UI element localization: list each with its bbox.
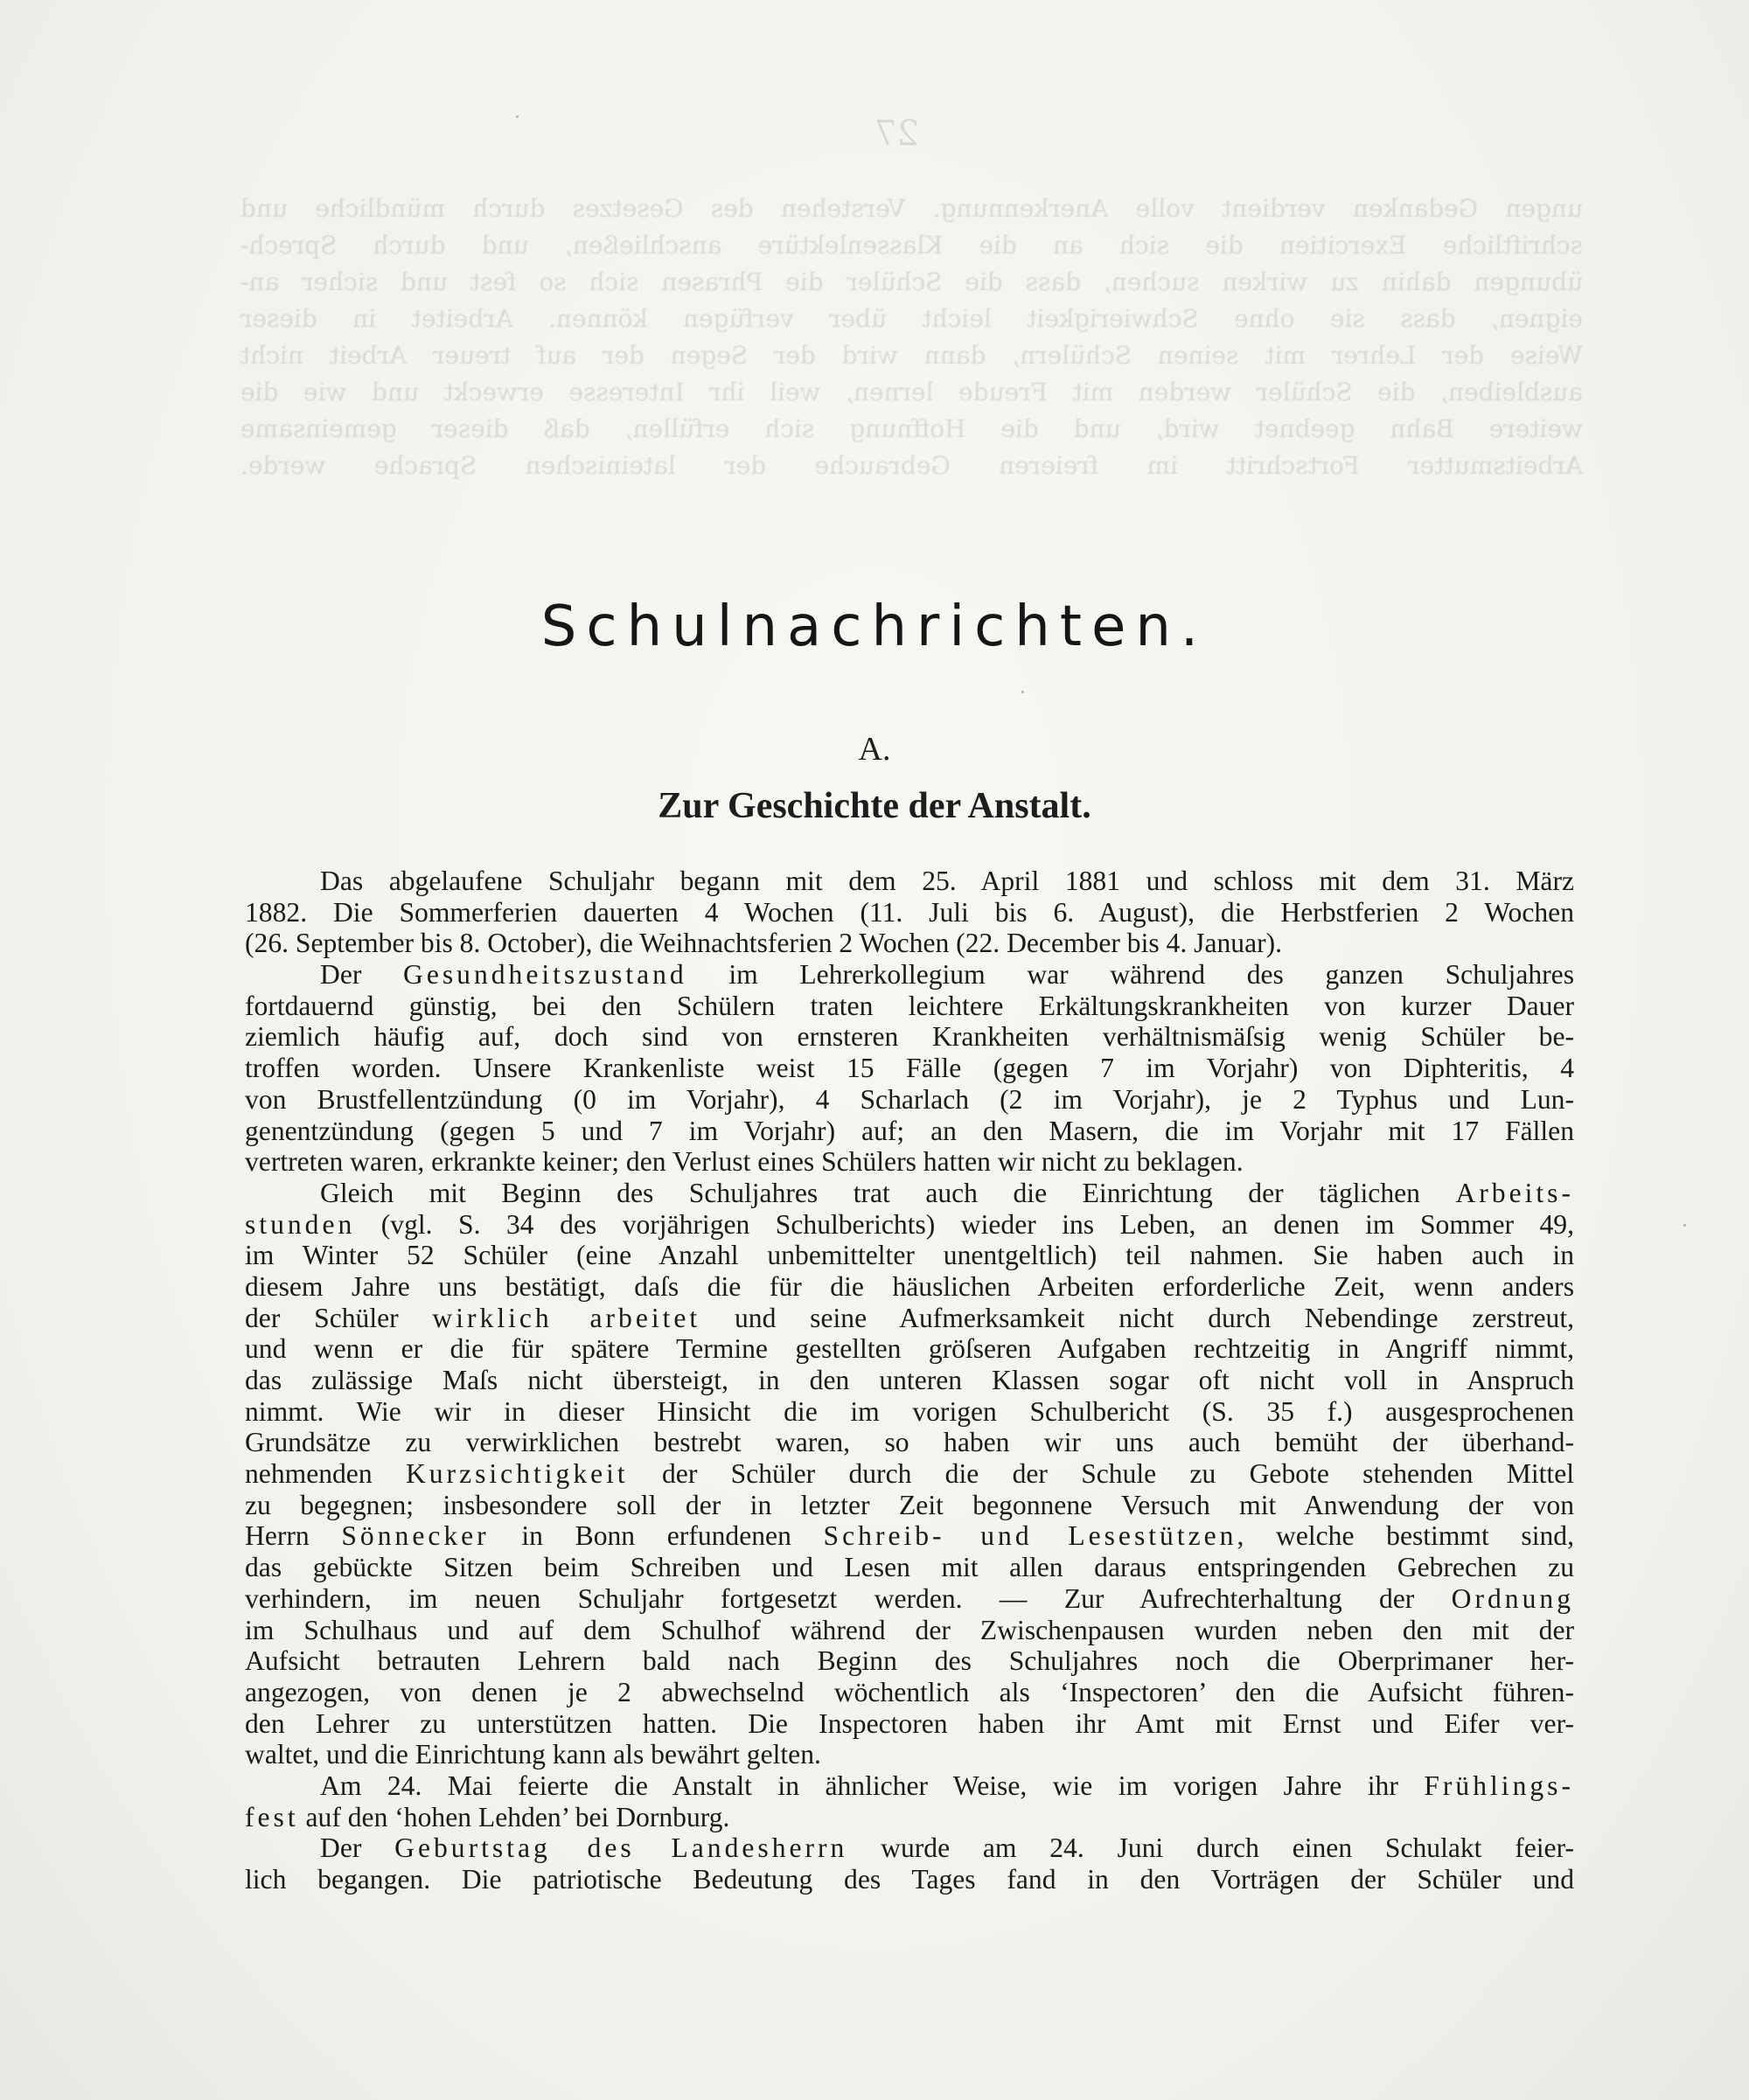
- text-line: genentzündung (gegen 5 und 7 im Vorjahr) auf; an den Masern, die im Vorjahr mit 17 Fällen: [245, 1115, 1574, 1146]
- text-run: und seine Aufmerksamkeit nicht durch Nebendinge zerstreut,: [700, 1302, 1574, 1333]
- text-line: [245, 1802, 1574, 1833]
- text-line: diesem Jahre uns bestätigt, daſs die für die häuslichen Arbeiten erforderliche Zeit, wenn anders: [245, 1270, 1574, 1302]
- text-line: [245, 1520, 1574, 1552]
- text-line: 1882. Die Sommerferien dauerten 4 Wochen (11. Juli bis 6. August), die Herbstferien 2 Wochen: [245, 896, 1574, 928]
- bleed-through-line: eignen, dass sie ohne Schwierigkeit leicht über verfügen können. Arbeitet in dieser: [240, 304, 1583, 333]
- bleed-through-line: Arbeitsmutter Fortschritt im freieren Gebrauche der lateinischen Sprache werde.: [240, 451, 1583, 480]
- bleed-through-line: ausbleiben, die Schüler werden mit Freude lernen, weil ihr Interesse erweckt und wie die: [240, 378, 1583, 407]
- spaced-emphasis: Ordnung: [1451, 1582, 1574, 1614]
- spaced-emphasis: wirklich arbeitet: [432, 1302, 701, 1333]
- spaced-emphasis: Kurzsichtigkeit: [405, 1458, 629, 1490]
- bleed-through-page-number: 27: [874, 114, 919, 154]
- paper-speck: [1683, 1224, 1686, 1227]
- text-line: das gebückte Sitzen beim Schreiben und Lesen mit allen daraus entspringenden Gebrechen zu: [245, 1552, 1574, 1583]
- text-line: vertreten waren, erkrankte keiner; den Verlust eines Schülers hatten wir nicht zu beklagen.: [245, 1146, 1244, 1178]
- text-line: lich begangen. Die patriotische Bedeutung des Tages fand in den Vorträgen der Schüler und: [245, 1864, 1574, 1895]
- spaced-emphasis: Frühlings-: [1424, 1770, 1574, 1801]
- bleed-through-line: übungen dahin zu wirken suchen, dass die Schüler die Phrasen sich so fest und sicher an-: [240, 268, 1583, 296]
- text-line: den Lehrer zu unterstützen hatten. Die Inspectoren haben ihr Amt mit Ernst und Eifer ver-: [245, 1707, 1574, 1739]
- text-run: in Bonn erfundenen: [489, 1520, 824, 1552]
- text-line: [245, 1832, 1574, 1864]
- bleed-through-text: [240, 191, 1583, 484]
- text-line: [245, 959, 1574, 991]
- text-line: ziemlich häufig auf, doch sind von ernsteren Krankheiten verhältnismäſsig wenig Schüler be-: [245, 1021, 1574, 1053]
- spaced-emphasis: Sönnecker: [341, 1520, 490, 1552]
- text-line: Aufsicht betrauten Lehrern bald nach Beginn des Schuljahres noch die Oberprimaner her-: [245, 1645, 1574, 1677]
- text-line: angezogen, von denen je 2 abwechselnd wöchentlich als ‘Inspectoren’ den die Aufsicht führen-: [245, 1676, 1574, 1707]
- section-heading: Zur Geschichte der Anstalt.: [658, 786, 1091, 826]
- text-line: [245, 1178, 1574, 1209]
- text-line: fortdauernd günstig, bei den Schülern traten leichtere Erkältungskrankheiten von kurzer Dauer: [245, 990, 1574, 1021]
- text-run: Der: [320, 959, 404, 991]
- bleed-through-line: Weise der Lehrer mit seinen Schülern, dann wird der Segen der auf treuer Arbeit nicht: [240, 341, 1583, 370]
- text-line: (26. September bis 8. October), die Weihnachtsferien 2 Wochen (22. December bis 4. Januar).: [245, 928, 1283, 959]
- spaced-emphasis: Arbeits-: [1455, 1177, 1574, 1208]
- bleed-through-line: schriftliche Exercitien die sich an die Klassenlektüre anschließen, und durch Sprech-: [240, 231, 1583, 260]
- text-run: (vgl. S. 34 des vorjährigen Schulberichts) wieder ins Leben, an denen im Sommer 49,: [355, 1208, 1574, 1240]
- body-text: [245, 866, 1574, 1895]
- text-line: zu begegnen; insbesondere soll der in letzter Zeit begonnene Versuch mit Anwendung der von: [245, 1489, 1574, 1520]
- text-line: nimmt. Wie wir in dieser Hinsicht die im vorigen Schulbericht (S. 35 f.) ausgesprochenen: [245, 1395, 1574, 1427]
- page-title: Schulnachrichten.: [540, 595, 1209, 659]
- text-line: waltet, und die Einrichtung kann als bewährt gelten.: [245, 1739, 821, 1770]
- text-line: Grundsätze zu verwirklichen bestrebt waren, so haben wir uns auch bemüht der überhand-: [245, 1427, 1574, 1458]
- text-line: [245, 1303, 1574, 1334]
- text-run: wurde am 24. Juni durch einen Schulakt feier-: [847, 1832, 1574, 1864]
- paper-speck: [1021, 691, 1024, 693]
- spaced-emphasis: Gesundheitszustand: [403, 959, 687, 991]
- spaced-emphasis: stunden: [245, 1208, 356, 1240]
- text-run: Herrn: [245, 1520, 342, 1552]
- text-line: [245, 1458, 1574, 1490]
- bleed-through-line: weitere Bahn geebnet wird, und die Hoffnung sich erfüllen, daß dieser gemeinsame: [240, 414, 1583, 443]
- spaced-emphasis: fest: [245, 1801, 299, 1832]
- text-line: und wenn er die für spätere Termine gestellten gröſseren Aufgaben rechtzeitig in Angriff nimmt,: [245, 1333, 1574, 1365]
- section-letter: A.: [858, 731, 891, 768]
- text-run: der Schüler durch die der Schule zu Gebote stehenden Mittel: [628, 1458, 1574, 1490]
- text-line: [245, 1770, 1574, 1802]
- text-line: im Schulhaus und auf dem Schulhof während der Zwischenpausen wurden neben den mit der: [245, 1614, 1574, 1645]
- bleed-through-line: ungen Gedanken verdient volle Anerkennung. Verstehen des Gesetzes durch mündliche und: [240, 194, 1583, 223]
- text-run: Am 24. Mai feierte die Anstalt in ähnlicher Weise, wie im vorigen Jahre ihr: [320, 1770, 1425, 1801]
- text-run: nehmenden: [245, 1458, 406, 1490]
- paper-speck: [516, 115, 519, 118]
- spaced-emphasis: Schreib- und Lesestützen: [823, 1520, 1237, 1552]
- text-line: Das abgelaufene Schuljahr begann mit dem 25. April 1881 und schloss mit dem 31. März: [320, 866, 1574, 896]
- text-run: auf den ‘hohen Lehden’ bei Dornburg.: [298, 1801, 730, 1832]
- text-run: verhindern, im neuen Schuljahr fortgesetzt werden. — Zur Aufrechterhaltung der: [245, 1582, 1452, 1614]
- text-run: Gleich mit Beginn des Schuljahres trat auch die Einrichtung der täglichen: [320, 1177, 1456, 1208]
- text-run: Der: [320, 1832, 395, 1864]
- text-run: der Schüler: [245, 1302, 433, 1333]
- text-run: , welche bestimmt sind,: [1237, 1520, 1574, 1552]
- text-line: von Brustfellentzündung (0 im Vorjahr), 4 Scharlach (2 im Vorjahr), je 2 Typhus und Lun-: [245, 1083, 1574, 1115]
- text-line: [245, 1209, 1574, 1241]
- text-line: troffen worden. Unsere Krankenliste weist 15 Fälle (gegen 7 im Vorjahr) von Diphteritis, 4: [245, 1053, 1574, 1084]
- text-line: [245, 1583, 1574, 1615]
- text-line: das zulässige Maſs nicht übersteigt, in den unteren Klassen sogar oft nicht voll in Anspruch: [245, 1365, 1574, 1395]
- text-run: im Lehrerkollegium war während des ganzen Schuljahres: [686, 959, 1574, 991]
- text-line: im Winter 52 Schüler (eine Anzahl unbemittelter unentgeltlich) teil nahmen. Sie haben auch in: [245, 1240, 1574, 1271]
- spaced-emphasis: Geburtstag des Landesherrn: [394, 1832, 848, 1864]
